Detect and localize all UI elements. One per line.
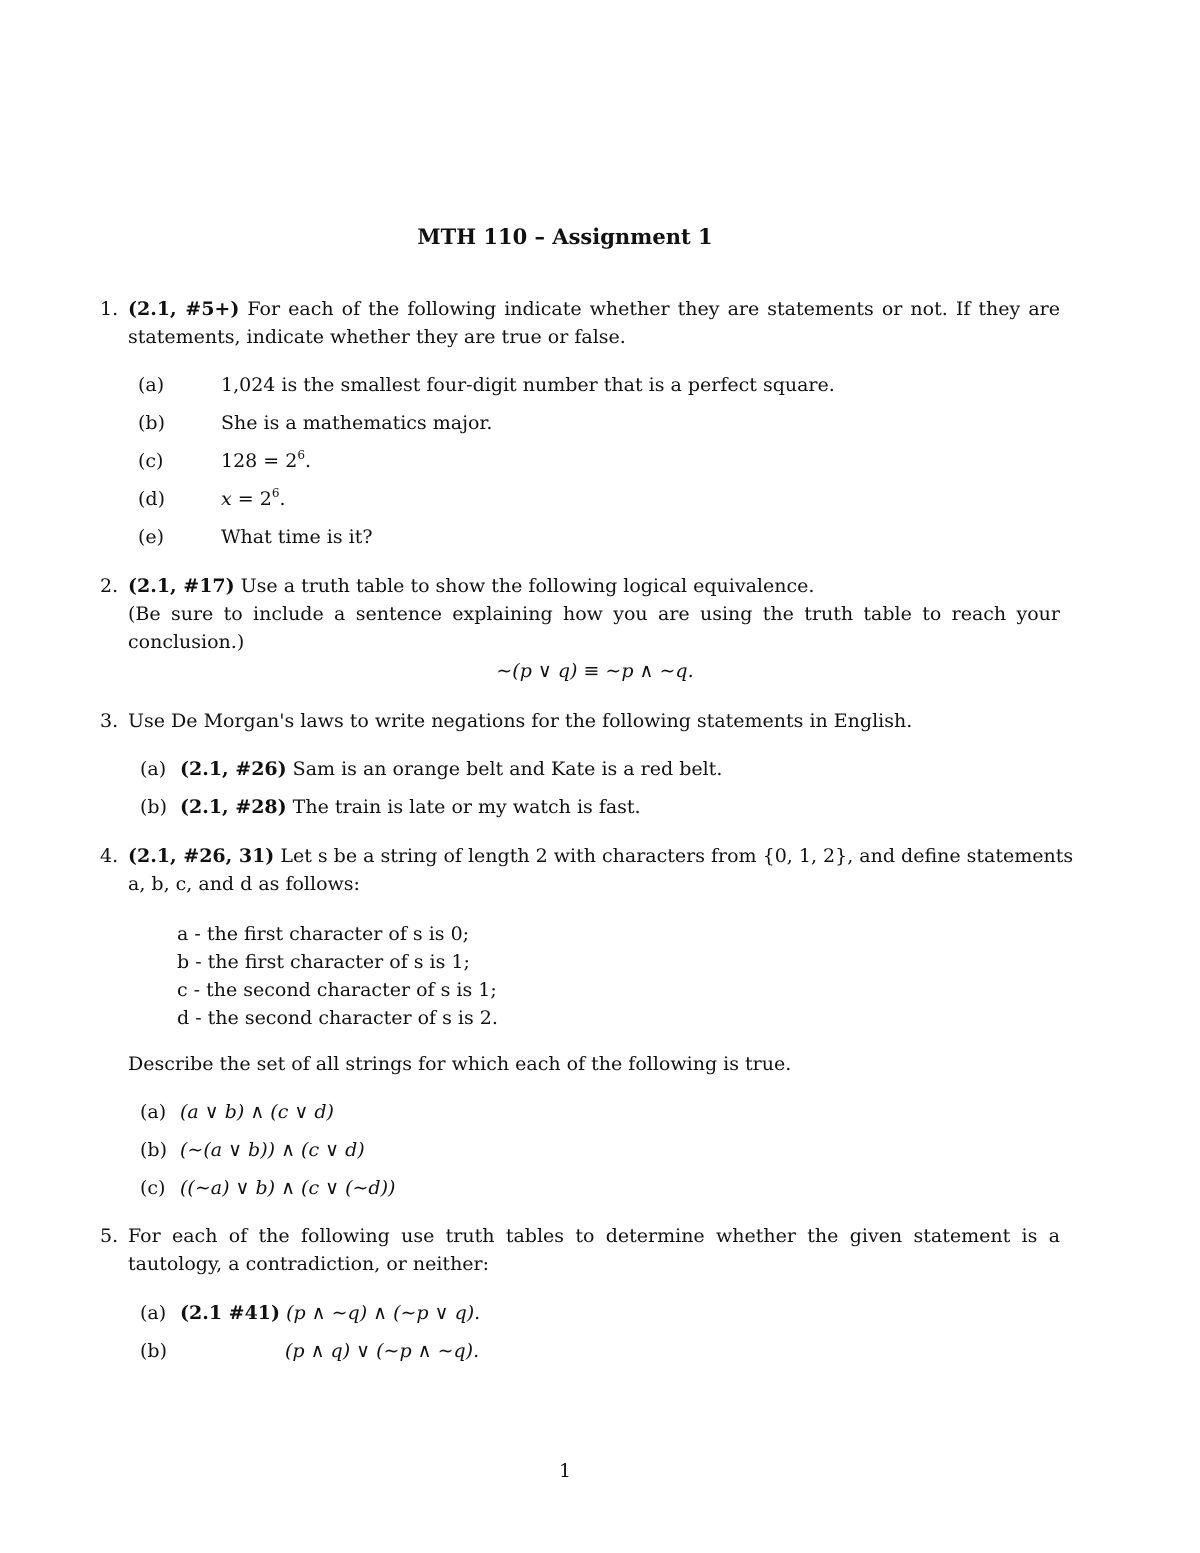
item-math: $x = 2^6$. [221,486,286,510]
question-text-line: Describe the set of all strings for which each of the following is true. [128,1053,792,1075]
question-text-line: (2.1, #17) Use a truth table to show the following logical equivalence. [128,575,815,597]
definition-item: a - the first character of s is 0; [177,923,470,945]
item-label: (b) [140,1340,167,1362]
display-formula: ∼(p ∨ q) ≡ ∼p ∧ ∼q. [496,660,694,682]
item-math: (p ∧ q) ∨ (∼p ∧ ∼q). [285,1340,480,1362]
item-label: (c) [140,1177,166,1199]
definition-item: b - the first character of s is 1; [177,951,470,973]
page-number: 1 [558,1460,572,1482]
item-math: $128 = 2^6$. [221,448,312,472]
question-text-line: tautology, a contradiction, or neither: [128,1253,490,1275]
item-text: What time is it? [221,526,373,548]
textbook-ref: (2.1, #17) [128,575,235,597]
item-text: She is a mathematics major. [221,412,493,434]
definition-item: c - the second character of s is 1; [177,979,497,1001]
question-text-line: statements, indicate whether they are true or false. [128,326,626,348]
item-label: (b) [140,796,167,818]
question-text-line: (2.1, #5+) For each of the following indicate whether they are statements or not. If they are [128,298,1060,320]
question-number: 3. [100,710,119,732]
textbook-ref: (2.1, #26, 31) [128,845,275,867]
question-number: 1. [100,298,119,320]
question-text-line: a, b, c, and d as follows: [128,873,360,895]
item-label: (e) [138,526,165,548]
item-label: (a) [140,1302,167,1324]
definition-item: d - the second character of s is 2. [177,1007,498,1029]
definition-list [177,920,498,1032]
item-label: (a) [140,1101,167,1123]
item-math: ((∼a) ∨ b) ∧ (c ∨ (∼d)) [180,1177,396,1199]
item-label: (a) [138,374,165,396]
item-label: (c) [138,450,164,472]
item-math: (∼(a ∨ b)) ∧ (c ∨ d) [180,1139,365,1161]
question-text-line: (Be sure to include a sentence explaining how you are using the truth table to reach your [128,603,1060,625]
textbook-ref: (2.1, #5+) [128,298,240,320]
textbook-ref: (2.1 #41) [180,1302,281,1324]
item-label: (a) [140,758,167,780]
item-label: (b) [138,412,165,434]
item-text: 1,024 is the smallest four-digit number that is a perfect square. [221,374,835,396]
textbook-ref: (2.1, #26) [180,758,287,780]
question-text-line: Use De Morgan's laws to write negations for the following statements in English. [128,710,913,732]
question-text-line: (2.1, #26, 31) Let s be a string of length 2 with characters from {0, 1, 2}, and define statements [128,845,1074,867]
page-title: MTH 110 – Assignment 1 [417,224,713,249]
item-text: (2.1 #41) (p ∧ ∼q) ∧ (∼p ∨ q). [180,1302,481,1324]
item-label: (b) [140,1139,167,1161]
item-text: (2.1, #28) The train is late or my watch is fast. [180,796,641,818]
question-text-line: For each of the following use truth tables to determine whether the given statement is a [128,1225,1060,1247]
question-number: 2. [100,575,119,597]
item-math: (a ∨ b) ∧ (c ∨ d) [180,1101,334,1123]
item-text: (2.1, #26) Sam is an orange belt and Kate is a red belt. [180,758,723,780]
question-text-line: conclusion.) [128,631,245,653]
item-label: (d) [138,488,165,510]
question-number: 5. [100,1225,119,1247]
textbook-ref: (2.1, #28) [180,796,287,818]
question-number: 4. [100,845,119,867]
